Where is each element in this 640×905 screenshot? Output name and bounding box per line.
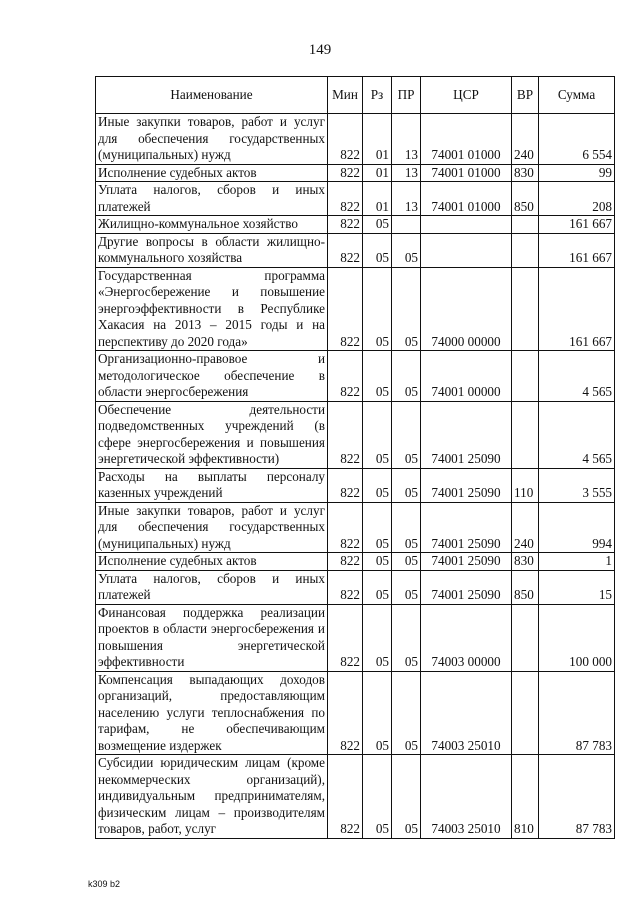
cell-pr: 05 — [392, 351, 421, 402]
cell-pr: 13 — [392, 182, 421, 216]
cell-pr: 05 — [392, 553, 421, 571]
cell-rz: 05 — [363, 351, 392, 402]
cell-name: Организационно-правовое и методологическое обеспечение в области энергосбережения — [96, 351, 328, 402]
cell-rz: 05 — [363, 267, 392, 351]
cell-vr: 830 — [512, 164, 539, 182]
cell-rz: 05 — [363, 401, 392, 468]
cell-sum: 4 565 — [539, 351, 615, 402]
cell-vr: 830 — [512, 553, 539, 571]
cell-csr: 74001 01000 — [421, 164, 512, 182]
header-min: Мин — [328, 77, 363, 114]
cell-rz: 01 — [363, 114, 392, 165]
cell-sum: 994 — [539, 502, 615, 553]
cell-csr: 74001 25090 — [421, 553, 512, 571]
header-sum: Сумма — [539, 77, 615, 114]
cell-rz: 05 — [363, 216, 392, 234]
cell-sum: 3 555 — [539, 468, 615, 502]
footer-code: k309 b2 — [88, 879, 121, 889]
cell-vr — [512, 351, 539, 402]
header-rz: Рз — [363, 77, 392, 114]
cell-rz: 05 — [363, 553, 392, 571]
table-row — [96, 755, 615, 839]
header-name: Наименование — [96, 77, 328, 114]
table-row — [96, 570, 615, 604]
cell-vr — [512, 671, 539, 755]
cell-sum: 87 783 — [539, 671, 615, 755]
cell-sum: 6 554 — [539, 114, 615, 165]
cell-min: 822 — [328, 570, 363, 604]
cell-pr: 05 — [392, 604, 421, 671]
cell-rz: 05 — [363, 468, 392, 502]
table-row — [96, 267, 615, 351]
cell-min: 822 — [328, 502, 363, 553]
cell-min: 822 — [328, 164, 363, 182]
cell-csr: 74003 00000 — [421, 604, 512, 671]
cell-csr: 74001 01000 — [421, 182, 512, 216]
cell-vr — [512, 267, 539, 351]
budget-table — [95, 76, 615, 839]
cell-sum: 99 — [539, 164, 615, 182]
table-row — [96, 671, 615, 755]
cell-sum: 15 — [539, 570, 615, 604]
cell-vr: 110 — [512, 468, 539, 502]
cell-name: Расходы на выплаты персоналу казенных учреждений — [96, 468, 328, 502]
cell-csr: 74001 25090 — [421, 468, 512, 502]
cell-vr — [512, 401, 539, 468]
header-csr: ЦСР — [421, 77, 512, 114]
table-row — [96, 604, 615, 671]
cell-min: 822 — [328, 671, 363, 755]
table-row — [96, 114, 615, 165]
cell-rz: 05 — [363, 755, 392, 839]
table-row — [96, 351, 615, 402]
cell-pr: 05 — [392, 468, 421, 502]
cell-vr: 240 — [512, 502, 539, 553]
cell-pr: 05 — [392, 671, 421, 755]
cell-rz: 05 — [363, 671, 392, 755]
cell-csr: 74001 00000 — [421, 351, 512, 402]
cell-min: 822 — [328, 233, 363, 267]
cell-csr: 74001 01000 — [421, 114, 512, 165]
cell-rz: 05 — [363, 233, 392, 267]
cell-min: 822 — [328, 351, 363, 402]
cell-sum: 100 000 — [539, 604, 615, 671]
cell-pr: 13 — [392, 114, 421, 165]
cell-csr: 74003 25010 — [421, 671, 512, 755]
cell-name: Государственная программа «Энергосбережение и повышение энергоэффективности в Республике Хакасия на 2013 – 2015 годы и на перспективу до 2020 года» — [96, 267, 328, 351]
table-row — [96, 216, 615, 234]
cell-name: Исполнение судебных актов — [96, 553, 328, 571]
cell-pr — [392, 216, 421, 234]
cell-rz: 01 — [363, 164, 392, 182]
cell-csr — [421, 233, 512, 267]
cell-pr: 05 — [392, 502, 421, 553]
cell-min: 822 — [328, 468, 363, 502]
cell-name: Иные закупки товаров, работ и услуг для обеспечения государственных (муниципальных) нужд — [96, 502, 328, 553]
cell-sum: 87 783 — [539, 755, 615, 839]
table-row — [96, 164, 615, 182]
page-number: 149 — [308, 42, 332, 58]
cell-csr: 74001 25090 — [421, 502, 512, 553]
cell-vr: 240 — [512, 114, 539, 165]
table-row — [96, 502, 615, 553]
cell-csr: 74000 00000 — [421, 267, 512, 351]
cell-vr: 810 — [512, 755, 539, 839]
cell-min: 822 — [328, 182, 363, 216]
cell-vr: 850 — [512, 570, 539, 604]
cell-vr — [512, 233, 539, 267]
cell-vr — [512, 216, 539, 234]
cell-pr: 05 — [392, 570, 421, 604]
cell-name: Жилищно-коммунальное хозяйство — [96, 216, 328, 234]
cell-min: 822 — [328, 755, 363, 839]
cell-sum: 1 — [539, 553, 615, 571]
cell-csr: 74001 25090 — [421, 570, 512, 604]
table-body — [96, 114, 615, 839]
table-row — [96, 233, 615, 267]
cell-name: Другие вопросы в области жилищно-коммунального хозяйства — [96, 233, 328, 267]
table-row — [96, 401, 615, 468]
cell-sum: 161 667 — [539, 233, 615, 267]
cell-name: Компенсация выпадающих доходов организаций, предоставляющим населению услуги теплоснабжения по тарифам, не обеспечивающим возмещение издержек — [96, 671, 328, 755]
cell-name: Субсидии юридическим лицам (кроме некоммерческих организаций), индивидуальным предпринимателям, физическим лицам – производителям товаров, работ, услуг — [96, 755, 328, 839]
cell-min: 822 — [328, 604, 363, 671]
cell-csr: 74003 25010 — [421, 755, 512, 839]
header-pr: ПР — [392, 77, 421, 114]
cell-pr: 13 — [392, 164, 421, 182]
cell-name: Иные закупки товаров, работ и услуг для обеспечения государственных (муниципальных) нужд — [96, 114, 328, 165]
cell-pr: 05 — [392, 267, 421, 351]
table-row — [96, 468, 615, 502]
cell-pr: 05 — [392, 755, 421, 839]
cell-vr: 850 — [512, 182, 539, 216]
cell-name: Финансовая поддержка реализации проектов в области энергосбережения и повышения энергетической эффективности — [96, 604, 328, 671]
cell-min: 822 — [328, 267, 363, 351]
cell-rz: 05 — [363, 502, 392, 553]
cell-pr: 05 — [392, 401, 421, 468]
cell-name: Уплата налогов, сборов и иных платежей — [96, 570, 328, 604]
cell-rz: 01 — [363, 182, 392, 216]
table-row — [96, 553, 615, 571]
header-vr: ВР — [512, 77, 539, 114]
cell-name: Уплата налогов, сборов и иных платежей — [96, 182, 328, 216]
cell-rz: 05 — [363, 604, 392, 671]
table-header-row — [96, 77, 615, 114]
cell-sum: 161 667 — [539, 216, 615, 234]
cell-csr — [421, 216, 512, 234]
cell-min: 822 — [328, 553, 363, 571]
cell-min: 822 — [328, 114, 363, 165]
table-row — [96, 182, 615, 216]
cell-name: Обеспечение деятельности подведомственных учреждений (в сфере энергосбережения и повышения энергетической эффективности) — [96, 401, 328, 468]
cell-pr: 05 — [392, 233, 421, 267]
cell-name: Исполнение судебных актов — [96, 164, 328, 182]
cell-min: 822 — [328, 401, 363, 468]
cell-csr: 74001 25090 — [421, 401, 512, 468]
cell-sum: 4 565 — [539, 401, 615, 468]
cell-rz: 05 — [363, 570, 392, 604]
cell-vr — [512, 604, 539, 671]
cell-min: 822 — [328, 216, 363, 234]
cell-sum: 161 667 — [539, 267, 615, 351]
cell-sum: 208 — [539, 182, 615, 216]
